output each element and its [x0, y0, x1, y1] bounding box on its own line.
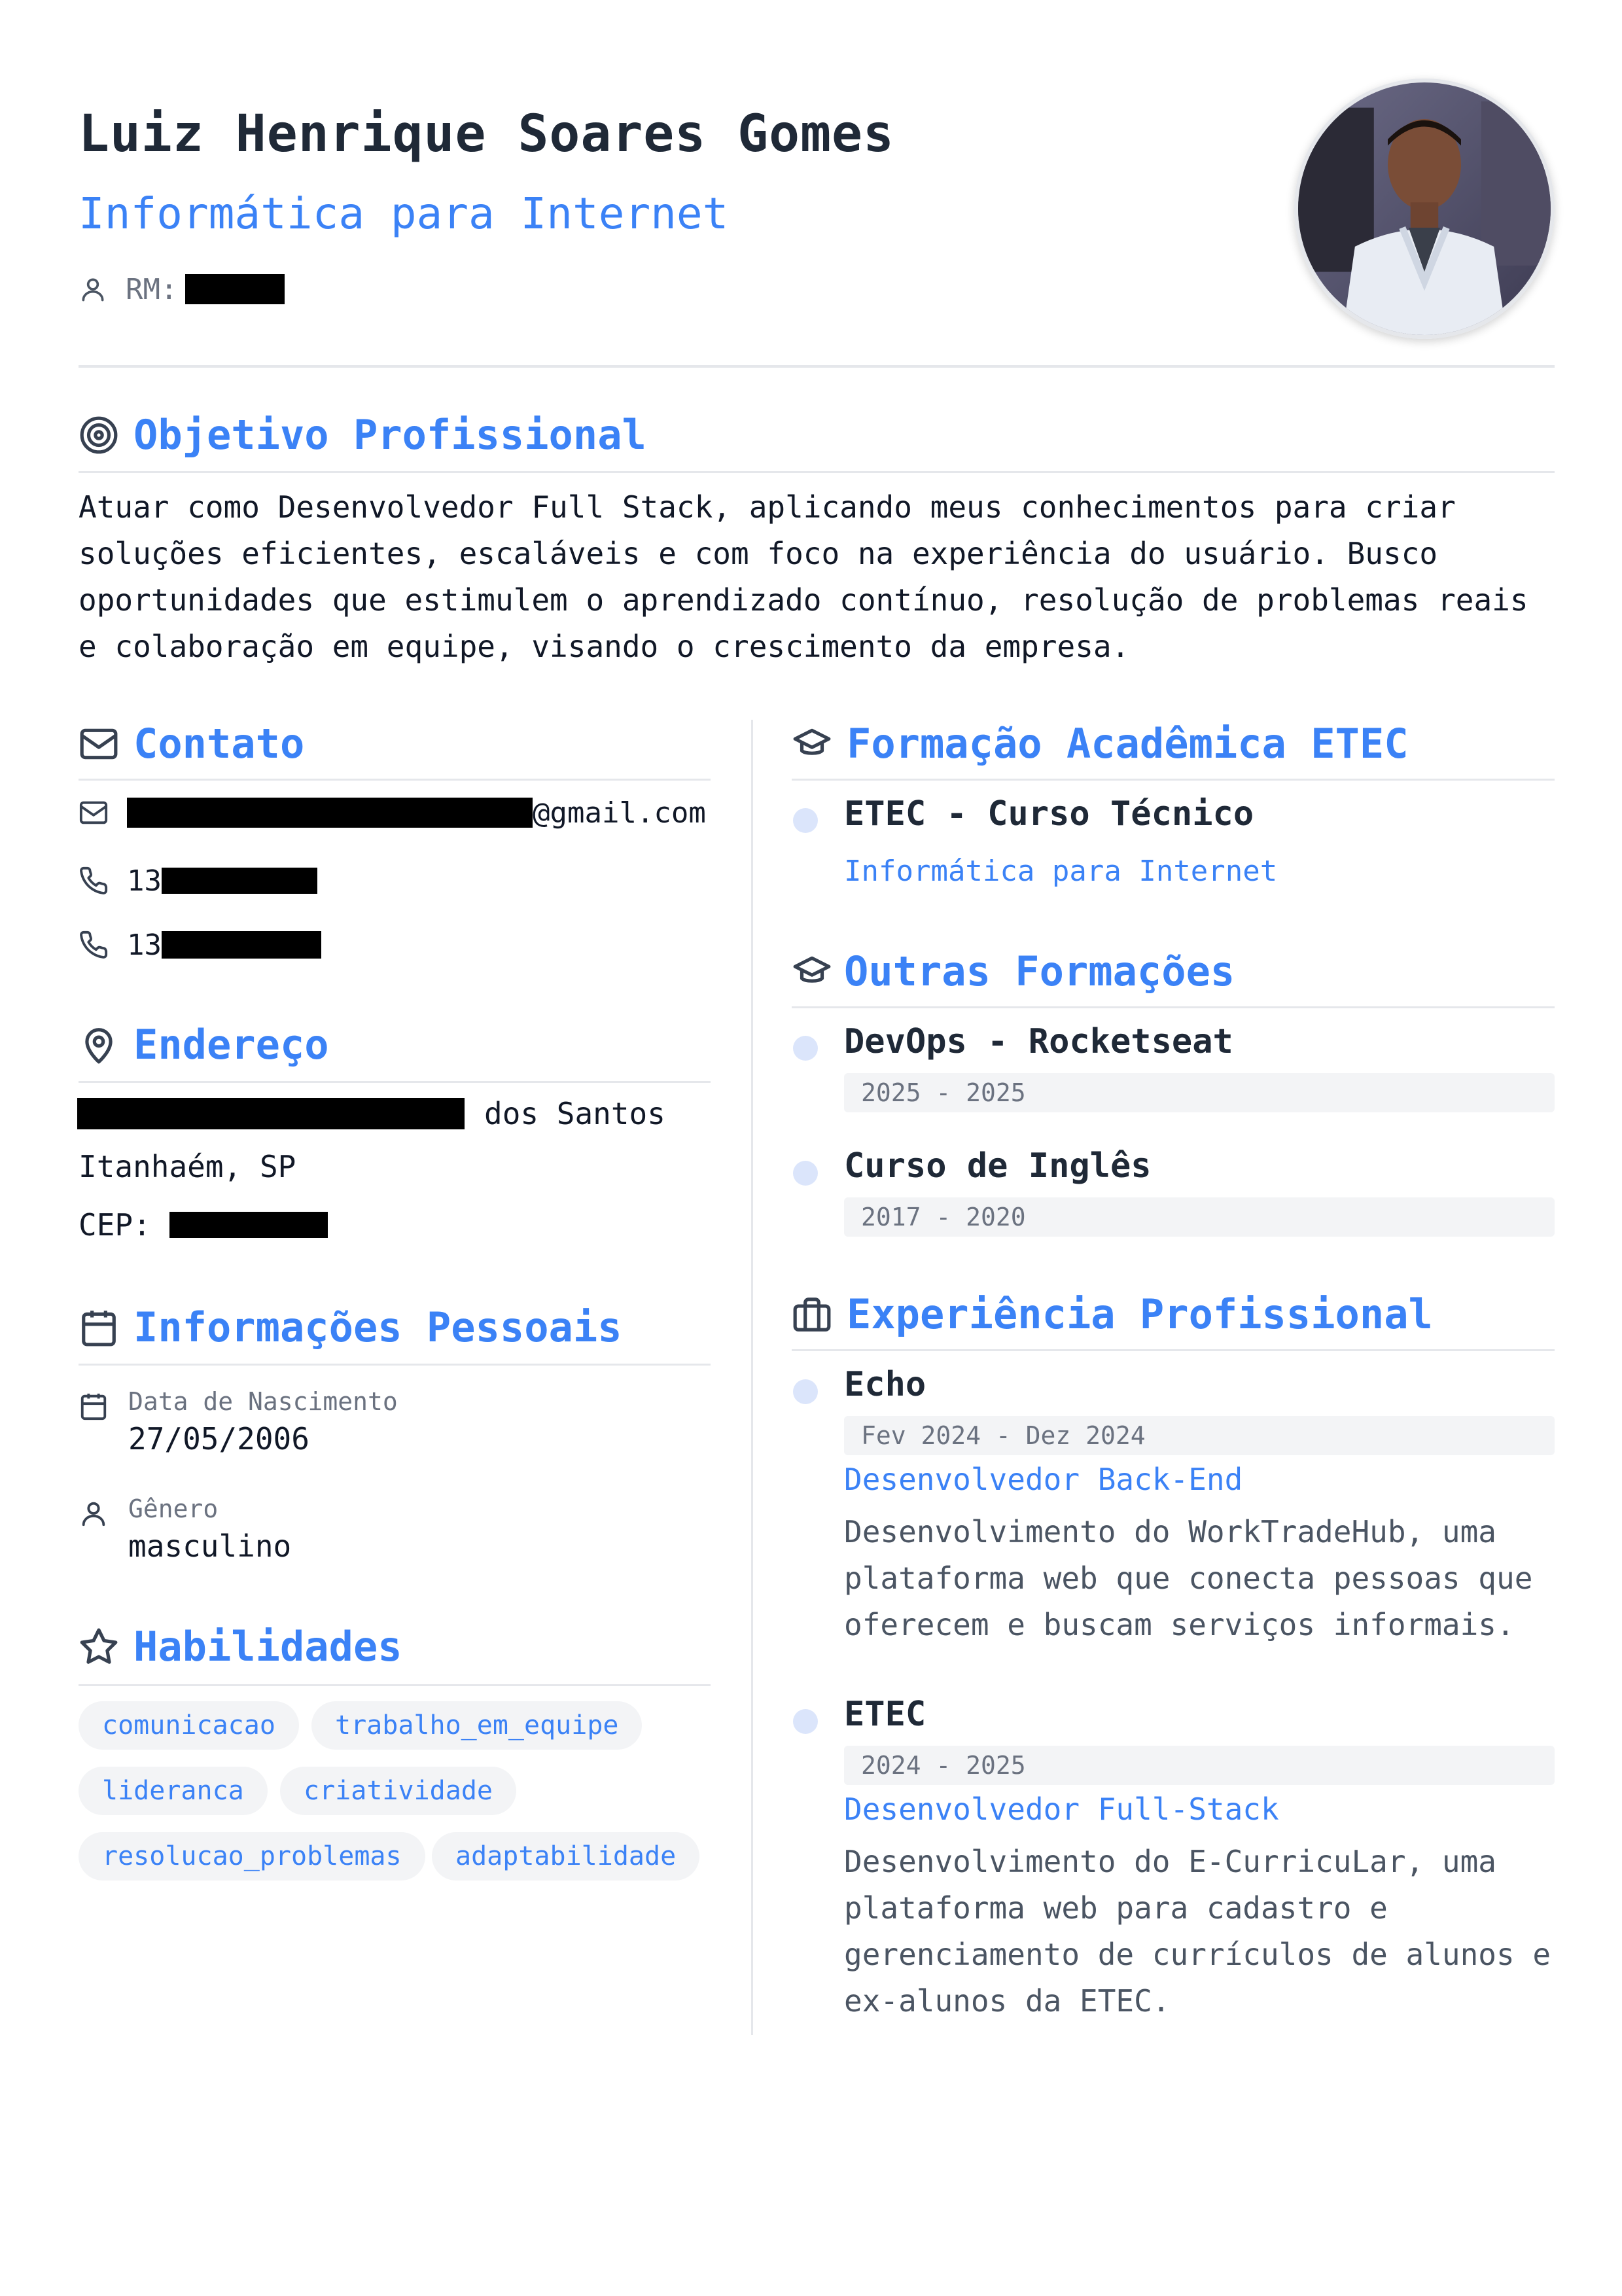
- address-title: Endereço: [133, 1021, 329, 1069]
- timeline-dot: [793, 1379, 818, 1404]
- header-divider: [79, 365, 1555, 368]
- timeline-dot: [793, 808, 818, 833]
- education-item-title: ETEC - Curso Técnico: [844, 794, 1254, 834]
- skill-tag: adaptabilidade: [432, 1832, 699, 1881]
- other-education-item-title: DevOps - Rocketseat: [844, 1022, 1233, 1061]
- education-title: Formação Acadêmica ETEC: [847, 720, 1409, 768]
- phone-icon: [79, 930, 109, 960]
- phone-1-prefix[interactable]: 13: [127, 864, 162, 898]
- redacted-phone-2: [162, 931, 321, 959]
- address-divider: [79, 1081, 711, 1083]
- phone-icon: [79, 866, 109, 896]
- gender-label: Gênero: [128, 1494, 219, 1523]
- skill-tag: trabalho_em_equipe: [311, 1701, 642, 1750]
- star-icon: [79, 1627, 119, 1667]
- skill-tag: resolucao_problemas: [79, 1832, 425, 1881]
- redacted-rm: [185, 274, 285, 304]
- skills-title: Habilidades: [133, 1623, 402, 1670]
- skills-divider: [79, 1684, 711, 1686]
- phone-row-2: [79, 925, 321, 964]
- address-heading: [79, 1021, 329, 1069]
- experience-role: Desenvolvedor Back-End: [844, 1462, 1243, 1497]
- education-divider: [792, 779, 1555, 781]
- contact-divider: [79, 779, 711, 781]
- experience-period: Fev 2024 - Dez 2024: [844, 1416, 1555, 1455]
- graduation-cap-icon: [792, 724, 832, 764]
- timeline-dot: [793, 1036, 818, 1061]
- experience-title: Experiência Profissional: [847, 1290, 1433, 1338]
- mail-icon: [79, 798, 109, 828]
- skill-tag: criatividade: [280, 1767, 516, 1815]
- education-heading: [792, 720, 1409, 768]
- address-line-1: [77, 1093, 665, 1135]
- rm-row: [79, 270, 285, 309]
- skill-tag: lideranca: [79, 1767, 268, 1815]
- candidate-name: Luiz Henrique Soares Gomes: [79, 105, 894, 164]
- graduation-cap-icon: [792, 951, 832, 992]
- birth-label: Data de Nascimento: [128, 1387, 398, 1416]
- experience-heading: [792, 1290, 1433, 1338]
- objective-title: Objetivo Profissional: [133, 411, 646, 459]
- redacted-street: [77, 1098, 465, 1129]
- other-education-item-title: Curso de Inglês: [844, 1146, 1152, 1186]
- other-education-item-period: 2017 - 2020: [844, 1197, 1555, 1237]
- experience-description: Desenvolvimento do E-CurricuLar, uma plataforma web para cadastro e gerenciamento de currículos de alunos e ex-alunos da ETEC.: [844, 1844, 1551, 2019]
- experience-period: 2024 - 2025: [844, 1746, 1555, 1785]
- education-item-subtitle: Informática para Internet: [844, 855, 1278, 888]
- email-row: [79, 793, 706, 832]
- experience-role: Desenvolvedor Full-Stack: [844, 1792, 1279, 1827]
- redacted-phone-1: [162, 868, 317, 894]
- address-line-1-suffix: dos Santos: [484, 1096, 665, 1131]
- target-icon: [79, 415, 119, 455]
- rm-label: RM:: [126, 272, 178, 306]
- personal-divider: [79, 1364, 711, 1366]
- experience-company: ETEC: [844, 1695, 926, 1734]
- gender-value: masculino: [128, 1528, 292, 1564]
- skill-tag: comunicacao: [79, 1701, 299, 1750]
- phone-row-1: [79, 861, 317, 900]
- experience-divider: [792, 1349, 1555, 1351]
- other-education-divider: [792, 1006, 1555, 1008]
- column-divider: [751, 720, 753, 2035]
- personal-title: Informações Pessoais: [133, 1303, 622, 1351]
- timeline-dot: [793, 1161, 818, 1186]
- course-subtitle: Informática para Internet: [79, 188, 729, 239]
- experience-description: Desenvolvimento do WorkTradeHub, uma plataforma web que conecta pessoas que oferecem e buscam serviços informais.: [844, 1514, 1533, 1642]
- other-education-title: Outras Formações: [844, 947, 1235, 995]
- mail-icon: [79, 724, 119, 764]
- other-education-heading: [792, 947, 1235, 995]
- cep-label: CEP:: [79, 1207, 151, 1243]
- redacted-email-user: [127, 798, 533, 828]
- map-pin-icon: [79, 1025, 119, 1065]
- calendar-icon: [79, 1391, 109, 1421]
- birth-value: 27/05/2006: [128, 1421, 309, 1457]
- objective-text: Atuar como Desenvolvedor Full Stack, aplicando meus conhecimentos para criar soluções eficientes, escaláveis e com foco na experiência do usuário. Busco oportunidades que estimulem o aprendizado contínuo, resolução de problemas reais e colaboração em equipe, visando o crescimento da empresa.: [79, 489, 1528, 664]
- skills-heading: [79, 1623, 402, 1670]
- contact-heading: [79, 720, 304, 768]
- redacted-cep: [169, 1212, 328, 1238]
- other-education-item-period: 2025 - 2025: [844, 1073, 1555, 1112]
- phone-2-prefix[interactable]: 13: [127, 928, 162, 962]
- personal-heading: [79, 1303, 622, 1351]
- objective-divider: [79, 471, 1555, 473]
- briefcase-icon: [792, 1294, 832, 1335]
- address-city: Itanhaém, SP: [79, 1149, 296, 1184]
- user-icon: [79, 275, 107, 304]
- user-icon: [79, 1498, 109, 1528]
- contact-title: Contato: [133, 720, 305, 768]
- experience-company: Echo: [844, 1365, 926, 1404]
- timeline-dot: [793, 1709, 818, 1734]
- profile-photo: [1294, 79, 1555, 339]
- email-domain[interactable]: @gmail.com: [533, 796, 706, 830]
- address-cep: [79, 1204, 328, 1246]
- objective-heading: [79, 411, 646, 459]
- calendar-icon: [79, 1307, 119, 1348]
